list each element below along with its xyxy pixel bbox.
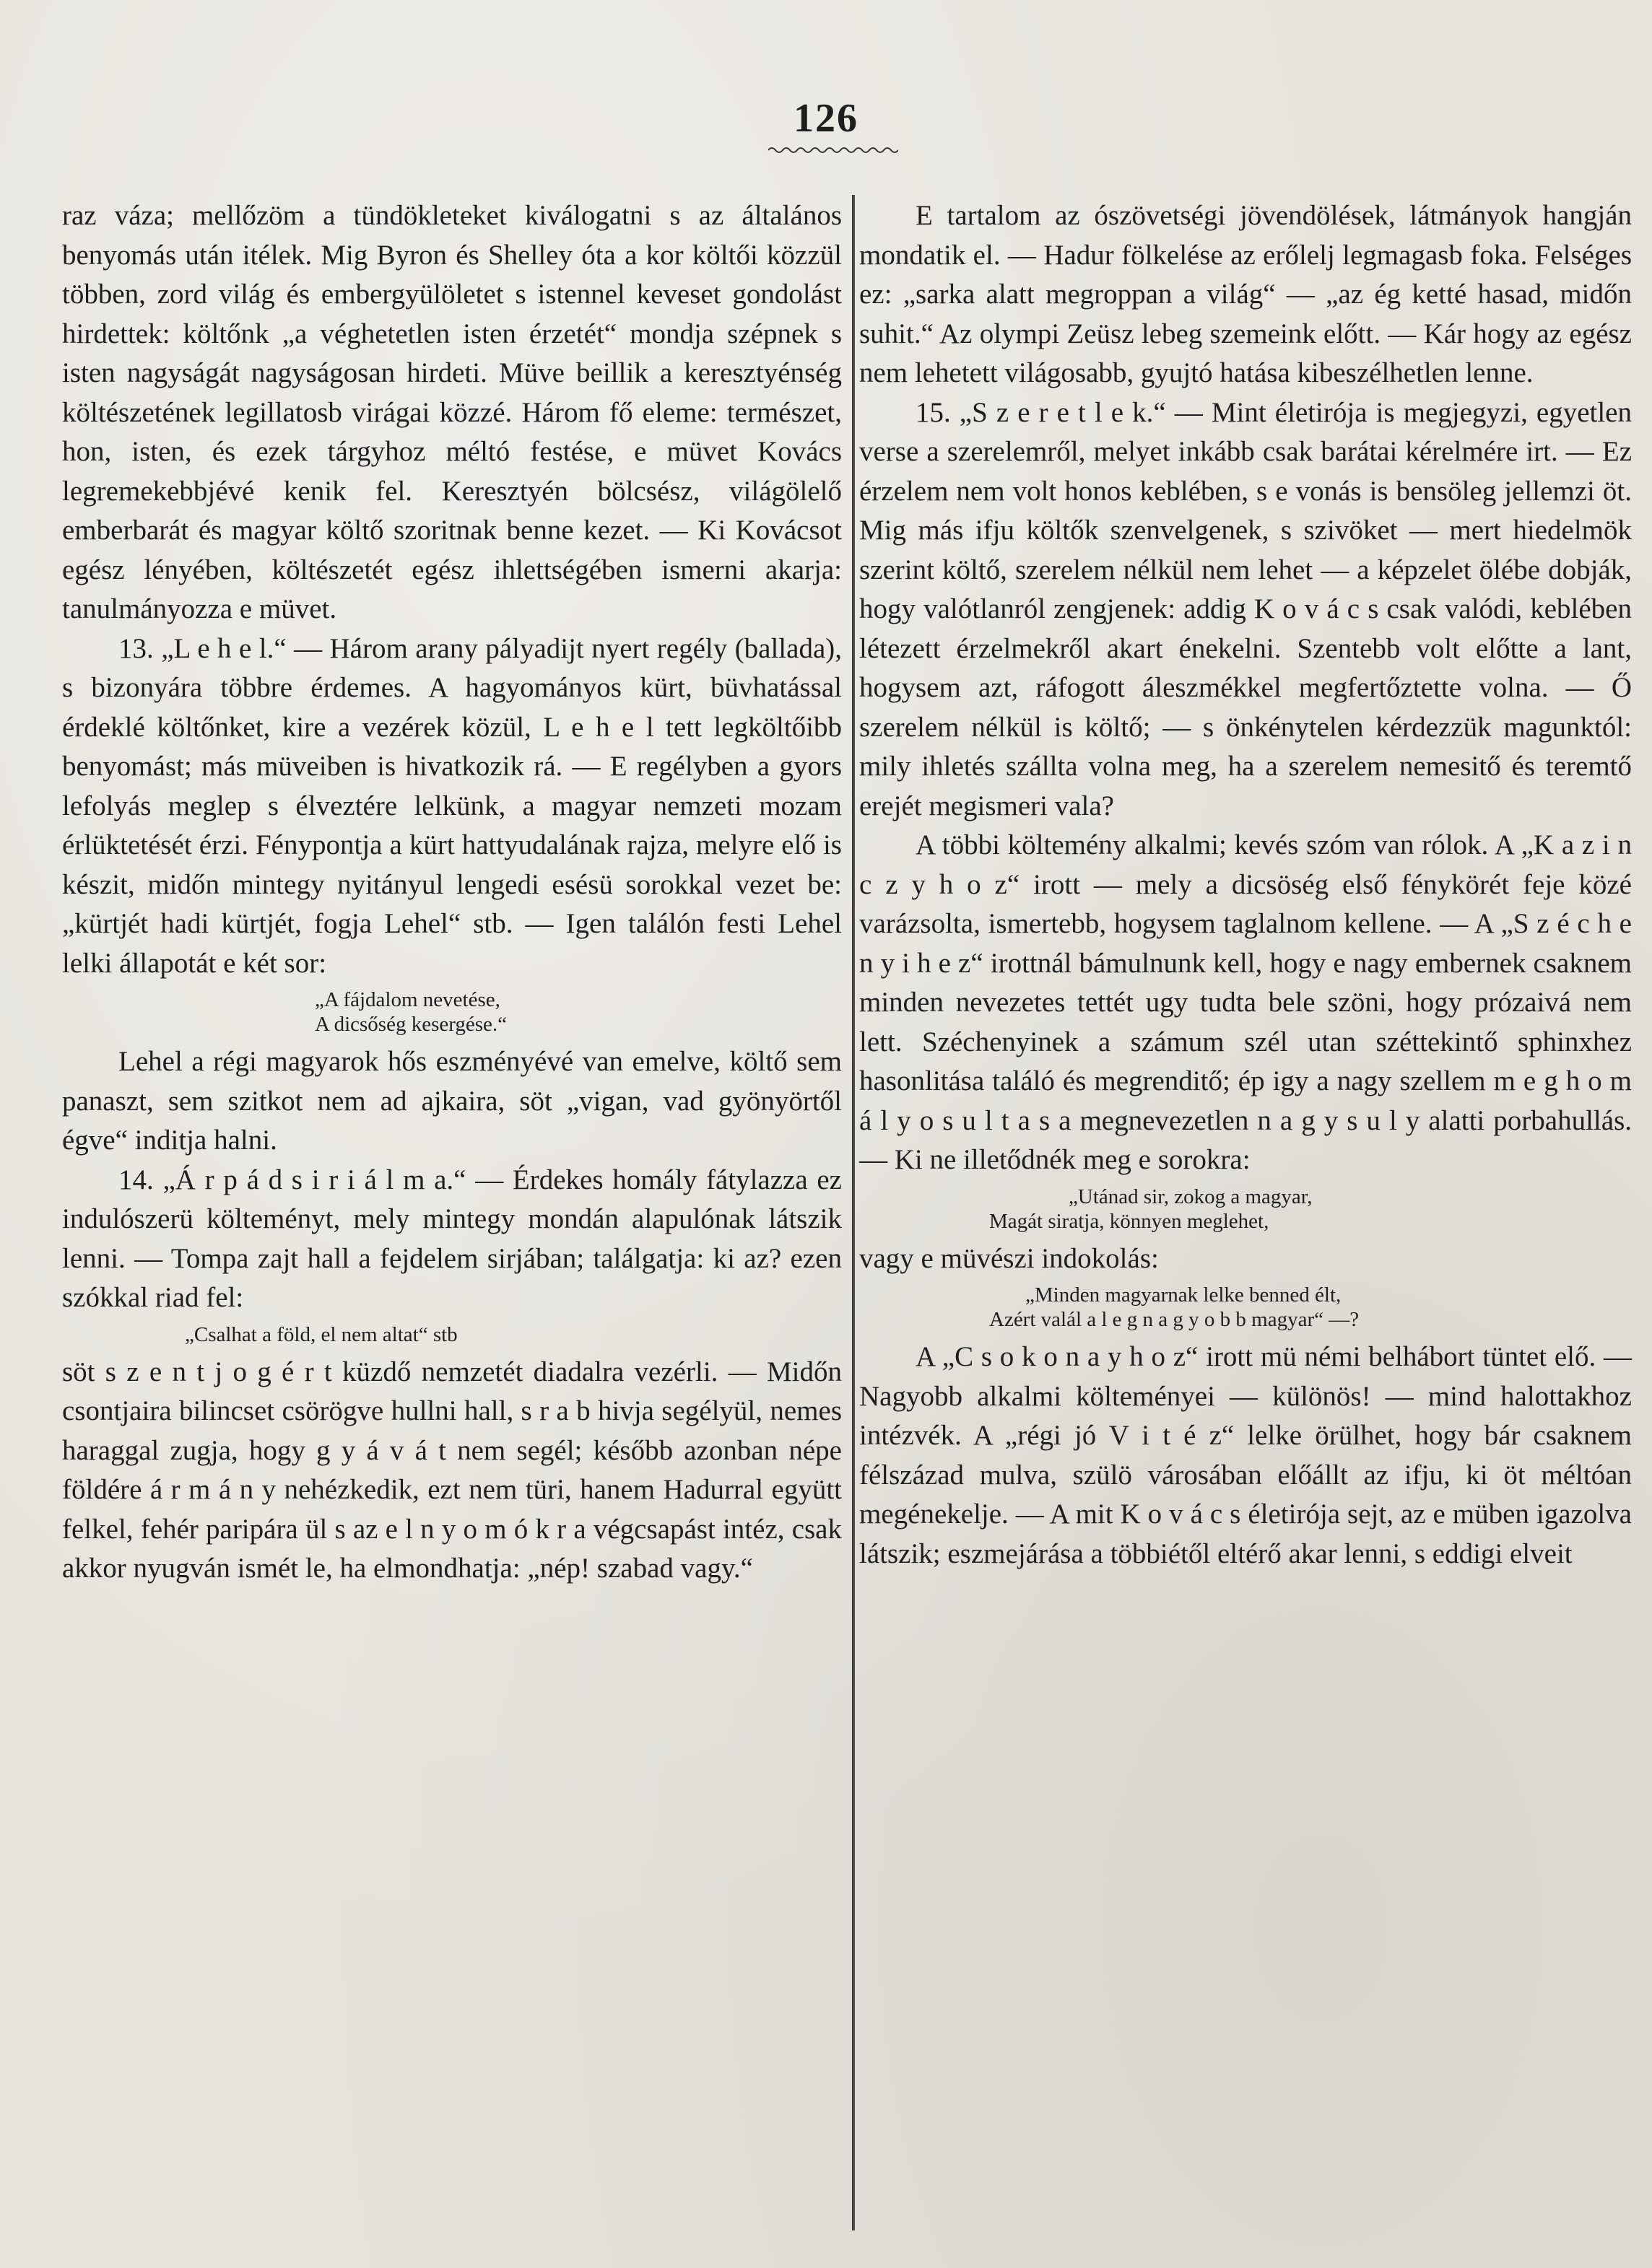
paragraph: E tartalom az ószövetségi jövendölések, látmányok hangján mondatik el. — Hadur fölkelése az erőlelj legmagasb foka. Felséges ez: „sarka alatt megroppan a világ“ — „az ég ketté hasad, midőn suhit.“ Az olympi Zeüsz lebeg szemeink előtt. — Kár hogy az egész nem lehetett világosabb, gyujtó hatása kibeszélhetlen lenne. [859, 200, 1632, 388]
paragraph: 15. „S z e r e t l e k.“ — Mint életirója is megjegyzi, egyetlen verse a szerelemről, melyet inkább csak barátai kérelmére irt. — Ez érzelem nem volt honos keblében, s e vonás is bensöleg jellemzi öt. Mig más ifju költők szenvelgenek, s szivöket — mert hiedelmök szerint költő, szerelem nélkül nem lehet — a képzelet ölébe dobják, hogy valótlanról zengjenek: addig K o v á c s csak valódi, keblében létezett érzelmekről akart énekelni. Szentebb volt előtte a lant, hogysem azt, ráfogott áleszmékkel megfertőztette volna. — Ő szerelem nélkül is költő; — s önkénytelen kérdezzük magunktól: mily ihletés szállta volna meg, ha a szerelem nemesitő és teremtő erejét megismeri vala? [859, 396, 1632, 821]
paragraph: Lehel a régi magyarok hős eszményévé van emelve, költő sem panaszt, sem szitkot nem ad ajkaira, söt „vigan, vad gyönyörtől égve“ inditja halni. [62, 1046, 842, 1156]
left-column [62, 196, 842, 1589]
paragraph: 13. „L e h e l.“ — Három arany pályadijt nyert regély (ballada), s bizonyára többre érdemes. A hagyományos kürt, büvhatással érdeklé költőnket, kire a vezérek közül, L e h e l tett legköltőibb benyomást; más müveiben is hivatkozik rá. — E regélyben a gyors lefolyás meglep s élveztére lelkünk, a magyar nemzeti mozam érlüktetését érzi. Fénypontja a kürt hattyudalának rajza, melyre elő is készit, midőn mintegy nyitányul lengedi esésü sorokkal vezet be: „kürtjét hadi kürtjét, fogja Lehel“ stb. — Igen találón festi Lehel lelki állapotát e két sor: [62, 632, 842, 979]
ornament-rule [768, 144, 898, 156]
verse-quote [62, 1322, 842, 1347]
verse-line: A dicsőség kesergése.“ [315, 1013, 508, 1036]
paragraph: vagy e müvészi indokolás: [859, 1242, 1159, 1274]
column-divider [852, 195, 855, 2230]
verse-quote [859, 1185, 1632, 1234]
paragraph: A többi költemény alkalmi; kevés szóm van rólok. A „K a z i n c z y h o z“ irott — mely a dicsöség első fénykörét feje közé varázsolta, ismertebb, hogysem taglalnom kellene. — A „S z é c h e n y i h e z“ irottnál bámulnunk kell, hogy e nagy embernek csaknem minden nevezetes tettét ugy tudta bele szöni, hogy prózaivá nem lett. Széchenyinek a számum szél utan széttekintő sphinxhez hasonlitása találó és megrenditő; ép igy a nagy szellem m e g h o m á l y o s u l t a s a megnevezetlen n a g y s u l y alatti porbahullás. — Ki ne illetődnék meg e sorokra: [859, 829, 1632, 1175]
verse-line: „Csalhat a föld, el nem altat“ stb [185, 1322, 458, 1346]
paragraph: söt s z e n t j o g é r t küzdő nemzetét diadalra vezérli. — Midőn csontjaira bilincset csörögve hullni hall, s r a b hivja segélyül, nemes haraggal zugja, hogy g y á v á t nem segél; később azonban népe földére á r m á n y nehézkedik, ezt nem türi, hanem Hadurral együtt felkel, fehér paripára ül s az e l n y o m ó k r a végcsapást intéz, csak akkor nyugván ismét le, ha elmondhatja: „nép! szabad vagy.“ [62, 1356, 842, 1584]
verse-line: „A fájdalom nevetése, [315, 988, 500, 1011]
verse-line: „Minden magyarnak lelke benned élt, [1025, 1283, 1342, 1307]
paragraph: A „C s o k o n a y h o z“ irott mü némi belhábort tüntet elő. — Nagyobb alkalmi költeményei — különös! — mind halottakhoz intézvék. A „régi jó V i t é z“ lelke örülhet, hogy bár csaknem félszázad mulva, szülö városában előállt az ifju, ki öt méltóan megénekelje. — A mit K o v á c s életirója sejt, az e müben igazolva látszik; eszmejárása a többiétől eltérő akar lenni, s eddigi elveit [859, 1341, 1632, 1569]
right-column [859, 196, 1632, 1574]
verse-quote [62, 987, 842, 1037]
verse-line: Azért valál a l e g n a g y o b b magyar“ —? [989, 1308, 1360, 1331]
verse-line: Magát siratja, könnyen meglehet, [989, 1209, 1269, 1233]
page-number: 126 [794, 96, 858, 141]
verse-line: „Utánad sir, zokog a magyar, [1069, 1185, 1313, 1208]
paragraph: raz váza; mellőzöm a tündökleteket kiválogatni s az általános benyomás után itélek. Mig Byron és Shelley óta a kor költői közzül többen, zord világ és embergyülöletet s istennel keveset gondolást hirdettek: költőnk „a véghetetlen isten érzetét“ mondja szépnek s isten nagyságát nagyságosan hirdeti. Müve beillik a keresztyénség költészetének legillatosb virágai közzé. Három fő eleme: természet, hon, isten, és ezek tárgyhoz méltó festése, e müvet Kovács legremekebbjévé kenik fel. Keresztyén bölcsész, világölelő emberbarát és magyar költő szoritnak benne kezet. — Ki Kovácsot egész lényében, költészetét egész ihlettségében ismerni akarja: tanulmányozza e müvet. [62, 200, 842, 624]
verse-quote [859, 1283, 1632, 1332]
paragraph: 14. „Á r p á d s i r i á l m a.“ — Érdekes homály fátylazza ez indulószerü költeményt, mely mintegy mondán alapulónak látszik lenni. — Tompa zajt hall a fejdelem sirjában; találgatja: ki az? ezen szókkal riad fel: [62, 1164, 842, 1313]
